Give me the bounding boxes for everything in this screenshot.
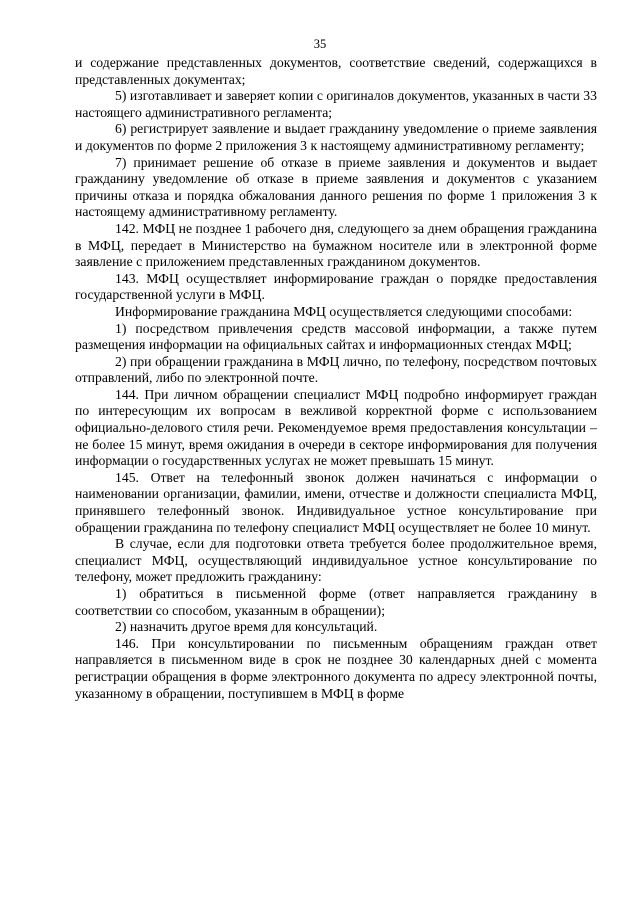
paragraph-item-7: 7) принимает решение об отказе в приеме заявления и документов и выдает гражданину уведомление об отказе в приеме заявления и документов с указанием причины отказа и порядка обжалования данного решения по форме 1 приложения 3 к настоящему административному регламенту.: [75, 154, 597, 220]
paragraph-informing-methods: Информирование гражданина МФЦ осуществляется следующими способами:: [115, 303, 573, 319]
paragraph-method-1: 1) посредством привлечения средств массовой информации, а также путем размещения информации на официальных сайтах и информационных стендах МФЦ;: [75, 320, 597, 353]
paragraph-142: 142. МФЦ не позднее 1 рабочего дня, следующего за днем обращения гражданина в МФЦ, передает в Министерство на бумажном носителе или в электронной форме заявление с приложением представленных гражданином документов.: [75, 220, 597, 270]
paragraph-item-5: 5) изготавливает и заверяет копии с оригиналов документов, указанных в части 33 настоящего административного регламента;: [75, 88, 597, 120]
paragraph-option-1: 1) обратиться в письменной форме (ответ направляется гражданину в соответствии со способом, указанным в обращении);: [75, 586, 597, 618]
paragraph-longer-time: В случае, если для подготовки ответа требуется более продолжительное время, специалист МФЦ, осуществляющий индивидуальное устное консультирование по телефону, может предложить гражданину:: [75, 536, 597, 585]
paragraph-continuation: и содержание представленных документов, соответствие сведений, содержащихся в представленных документах;: [75, 55, 597, 87]
document-body: [75, 55, 597, 702]
paragraph-144: 144. При личном обращении специалист МФЦ подробно информирует граждан по интересующим их вопросам в вежливой корректной форме с использованием официально-делового стиля речи. Рекомендуемое время предоставления консультации – не более 15 минут, время ожидания в очереди в секторе информирования для получения информации о государственных услугах не может превышать 15 минут.: [75, 386, 597, 469]
paragraph-143: 143. МФЦ осуществляет информирование граждан о порядке предоставления государственной услуги в МФЦ.: [75, 270, 597, 303]
paragraph-method-2: 2) при обращении гражданина в МФЦ лично, по телефону, посредством почтовых отправлений, либо по электронной почте.: [75, 353, 597, 386]
paragraph-146: 146. При консультировании по письменным обращениям граждан ответ направляется в письменном виде в срок не позднее 30 календарных дней с момента регистрации обращения в форме электронного документа по адресу электронной почты, указанному в обращении, поступившем в МФЦ в форме: [75, 635, 597, 701]
paragraph-145: 145. Ответ на телефонный звонок должен начинаться с информации о наименовании организации, фамилии, имени, отчестве и должности специалиста МФЦ, принявшего телефонный звонок. Индивидуальное устное консультирование при обращении гражданина по телефону специалист МФЦ осуществляет не более 10 минут.: [75, 469, 597, 535]
paragraph-item-6: 6) регистрирует заявление и выдает гражданину уведомление о приеме заявления и документов по форме 2 приложения 3 к настоящему административному регламенту;: [75, 121, 597, 153]
page-number: 35: [313, 37, 327, 51]
paragraph-option-2: 2) назначить другое время для консультаций.: [115, 619, 378, 635]
